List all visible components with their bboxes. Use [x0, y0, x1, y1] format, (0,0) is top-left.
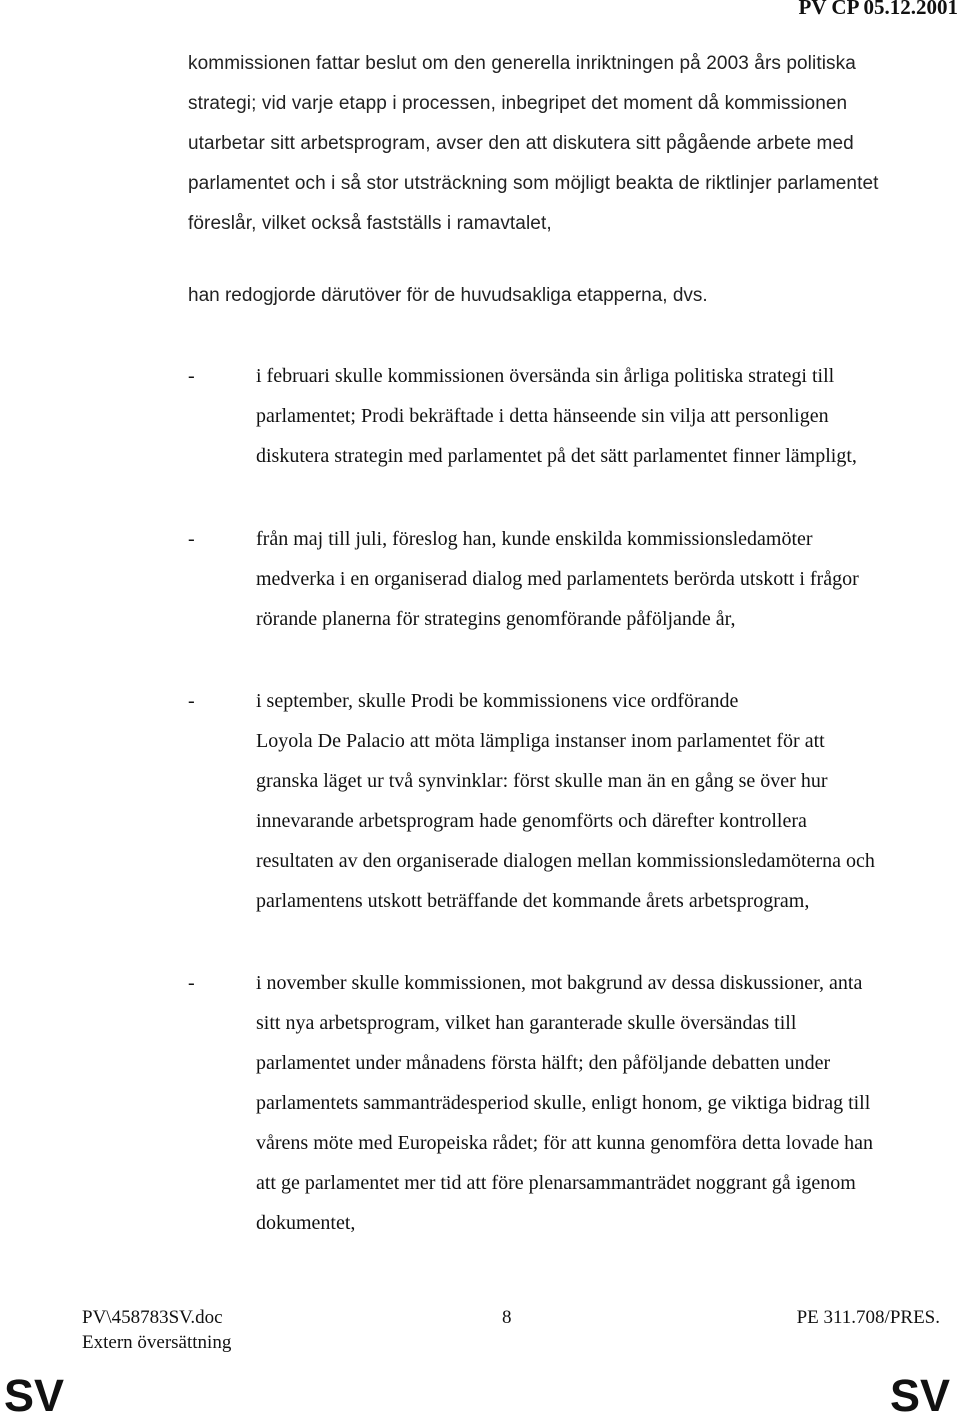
bullet-line: parlamentets sammanträdesperiod skulle, enligt honom, ge viktiga bidrag till: [256, 1092, 871, 1114]
bullet-line: parlamentens utskott beträffande det kommande årets arbetsprogram,: [256, 890, 810, 912]
bullet-line: innevarande arbetsprogram hade genomförts och därefter kontrollera: [256, 810, 807, 832]
bullet-line: Loyola De Palacio att möta lämpliga instanser inom parlamentet för att: [256, 730, 825, 752]
language-code-left: SV: [4, 1370, 65, 1421]
pe-reference: PE 311.708/PRES.: [796, 1307, 940, 1328]
language-code-right: SV: [889, 1370, 950, 1421]
footer-translation-note: Extern översättning: [82, 1332, 232, 1353]
intro-line: utarbetar sitt arbetsprogram, avser den att diskutera sitt pågående arbete med: [188, 133, 854, 154]
bullet-line: diskutera strategin med parlamentet på det sätt parlamentet finner lämpligt,: [256, 445, 857, 467]
bullet-line: i september, skulle Prodi be kommissionens vice ordförande: [256, 690, 739, 712]
bullet-line: att ge parlamentet mer tid att före plenarsammanträdet noggrant gå igenom: [256, 1172, 856, 1194]
footer-filename: PV\458783SV.doc: [82, 1307, 223, 1328]
bullet-line: rörande planerna för strategins genomförande påföljande år,: [256, 608, 736, 630]
followup-paragraph: han redogjorde därutöver för de huvudsakliga etapperna, dvs.: [188, 285, 708, 306]
bullet-line: i februari skulle kommissionen översända sin årliga politiska strategi till: [256, 365, 835, 387]
bullet-dash: -: [188, 528, 195, 550]
intro-line: kommissionen fattar beslut om den generella inriktningen på 2003 års politiska: [188, 53, 856, 74]
intro-line: strategi; vid varje etapp i processen, inbegripet det moment då kommissionen: [188, 93, 848, 114]
bullet-line: parlamentet; Prodi bekräftade i detta hänseende sin vilja att personligen: [256, 405, 829, 427]
intro-paragraph: [188, 44, 948, 244]
intro-line: föreslår, vilket också fastställs i ramavtalet,: [188, 213, 552, 234]
bullet-line: i november skulle kommissionen, mot bakgrund av dessa diskussioner, anta: [256, 972, 863, 994]
bullet-dash: -: [188, 972, 195, 994]
bullet-line: medverka i en organiserad dialog med parlamentets berörda utskott i frågor: [256, 568, 859, 590]
bullet-dash: -: [188, 690, 195, 712]
bullet-line: granska läget ur två synvinklar: först skulle man än en gång se över hur: [256, 770, 828, 792]
bullet-text: [256, 681, 875, 921]
footer-file-info: [82, 1305, 231, 1355]
bullet-dash: -: [188, 365, 195, 387]
bullet-line: resultaten av den organiserade dialogen mellan kommissionsledamöterna och: [256, 850, 875, 872]
bullet-line: dokumentet,: [256, 1212, 356, 1234]
document-reference: PV CP 05.12.2001: [798, 0, 958, 19]
bullet-text: [256, 356, 857, 476]
page-number: 8: [502, 1307, 512, 1328]
bullet-line: parlamentet under månadens första hälft; den påföljande debatten under: [256, 1052, 831, 1074]
bullet-line: sitt nya arbetsprogram, vilket han garanterade skulle översändas till: [256, 1012, 797, 1034]
bullet-text: [256, 519, 859, 639]
bullet-text: [256, 963, 873, 1243]
bullet-line: från maj till juli, föreslog han, kunde enskilda kommissionsledamöter: [256, 528, 813, 550]
bullet-line: vårens möte med Europeiska rådet; för att kunna genomföra detta lovade han: [256, 1132, 873, 1154]
intro-line: parlamentet och i så stor utsträckning som möjligt beakta de riktlinjer parlamentet: [188, 173, 879, 194]
